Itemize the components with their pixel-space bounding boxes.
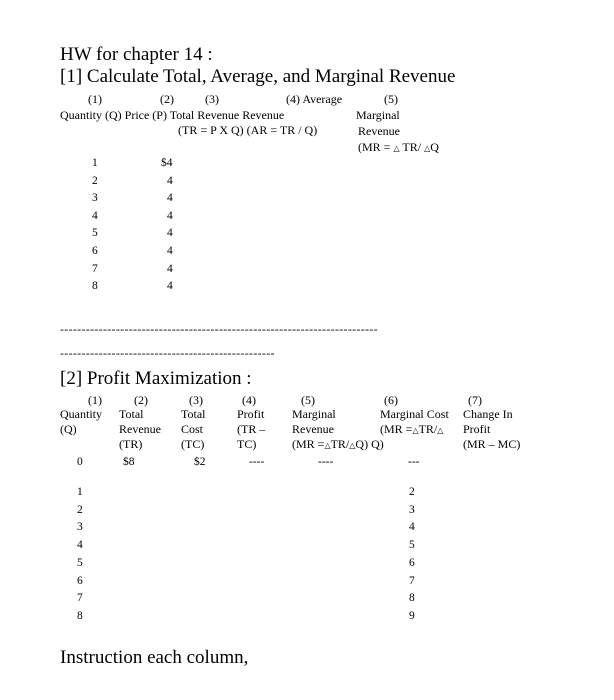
s2-quantity-cell: 5	[77, 556, 83, 569]
s2-col-number-6: (6)	[384, 393, 398, 407]
s1-quantity-cell: 6	[92, 245, 98, 257]
section1-heading: [1] Calculate Total, Average, and Marginal Revenue	[60, 66, 456, 87]
s2-h-mc-formula-a: (MR =	[380, 422, 413, 436]
s2-h-quantity-1: Quantity	[60, 407, 102, 421]
s1-col5-label-marginal: Marginal	[356, 108, 400, 122]
s2-mc-cell: 8	[409, 592, 415, 605]
s2-row0-mc: ---	[408, 456, 420, 468]
s2-h-tc-2: Cost	[181, 422, 204, 436]
s2-h-mr-1: Marginal	[292, 407, 336, 421]
s2-h-tr-3: (TR)	[119, 437, 143, 451]
s1-price-cell: 4	[167, 174, 173, 187]
s1-quantity-cell: 1	[92, 157, 98, 169]
s1-price-cell: 4	[167, 209, 173, 222]
s1-price-cell: 4	[167, 227, 173, 240]
s2-h-mc-formula	[380, 422, 443, 438]
s2-mc-cell: 5	[409, 539, 415, 552]
s2-row0-q: 0	[77, 456, 83, 468]
page-title: HW for chapter 14 :	[60, 44, 213, 65]
s2-col-number-2: (2)	[134, 393, 148, 407]
delta-icon: △	[393, 144, 400, 153]
s1-quantity-cell: 2	[92, 174, 98, 187]
s2-row0-tr: $8	[123, 456, 135, 468]
s2-col-number-4: (4)	[242, 393, 256, 407]
separator-line-long: --------------------------------------------------------------------------	[60, 322, 378, 336]
section2-heading: [2] Profit Maximization :	[60, 368, 252, 389]
delta-icon: △	[324, 441, 331, 450]
s2-col-number-7: (7)	[468, 393, 482, 407]
s2-row0-tc: $2	[194, 456, 206, 468]
s2-mc-cell: 6	[409, 556, 415, 569]
s2-quantity-cell: 7	[77, 592, 83, 605]
s2-h-quantity-2: (Q)	[60, 422, 77, 436]
s1-header-line2: (TR = P X Q) (AR = TR / Q)	[178, 123, 318, 137]
s1-header-line1: Quantity (Q) Price (P) Total Revenue Revenue	[60, 108, 285, 122]
s2-h-profit-3: TC)	[237, 437, 257, 451]
s1-price-cell: 4	[167, 192, 173, 205]
s2-col-number-3: (3)	[189, 393, 203, 407]
s2-quantity-cell: 8	[77, 609, 83, 622]
s1-col5-formula-start: (MR =	[358, 140, 391, 154]
s2-row0-profit: ----	[249, 456, 265, 468]
s2-quantity-cell: 4	[77, 539, 83, 552]
s1-quantity-cell: 7	[92, 262, 98, 275]
s2-mc-cell: 4	[409, 521, 415, 534]
delta-icon: △	[424, 144, 431, 153]
s2-quantity-cell: 1	[77, 486, 83, 498]
s2-mc-cell: 3	[409, 503, 415, 516]
s2-mc-cell: 7	[409, 574, 415, 587]
s2-h-tc-1: Total	[181, 407, 206, 421]
s1-price-cell: 4	[167, 262, 173, 275]
s1-col-number-5: (5)	[384, 92, 398, 106]
s1-quantity-cell: 8	[92, 280, 98, 293]
s2-quantity-cell: 6	[77, 574, 83, 587]
s2-mc-cell: 9	[409, 609, 415, 622]
s1-col-number-2: (2)	[160, 92, 174, 106]
s2-quantity-cell: 2	[77, 503, 83, 516]
s2-h-tr-1: Total	[119, 407, 144, 421]
s2-h-mr-2: Revenue	[292, 422, 334, 436]
s1-price-cell: 4	[167, 280, 173, 293]
s2-h-mr-formula-c: Q) Q)	[355, 437, 384, 451]
s1-price-cell: 4	[167, 245, 173, 257]
s2-h-mr-formula-a: (MR =	[292, 437, 325, 451]
s1-col-number-3: (3)	[205, 92, 219, 106]
separator-line-short: --------------------------------------------------	[60, 346, 275, 360]
s2-col-number-1: (1)	[88, 393, 102, 407]
s2-h-profit-2: (TR –	[237, 422, 266, 436]
s2-row0-mr: ----	[318, 456, 334, 468]
s2-mc-cell: 2	[409, 486, 415, 498]
instruction-text: Instruction each column,	[60, 647, 249, 668]
s1-col5-formula-mid: TR/	[402, 140, 422, 154]
s2-quantity-cell: 3	[77, 521, 83, 534]
s2-h-tc-3: (TC)	[181, 437, 205, 451]
s2-h-tr-2: Revenue	[119, 422, 161, 436]
s1-col-number-1: (1)	[88, 92, 102, 106]
s2-col-number-5: (5)	[301, 393, 315, 407]
s1-quantity-cell: 5	[92, 227, 98, 240]
s1-col-number-4: (4) Average	[286, 92, 343, 106]
s2-h-change-2: Profit	[463, 422, 491, 436]
s2-h-profit-1: Profit	[237, 407, 265, 421]
delta-icon: △	[412, 426, 419, 435]
s2-h-change-3: (MR – MC)	[463, 437, 521, 451]
s2-h-mr-formula-b: TR/	[330, 437, 350, 451]
s2-h-mc-formula-b: TR/	[418, 422, 438, 436]
s1-quantity-cell: 4	[92, 209, 98, 222]
s1-col5-label-revenue: Revenue	[358, 124, 400, 138]
s1-price-cell: $4	[161, 157, 173, 169]
delta-icon: △	[437, 426, 444, 435]
s1-col5-formula-end: Q	[430, 140, 439, 154]
s2-h-mr-formula	[292, 437, 384, 453]
s2-h-change-1: Change In	[463, 407, 513, 421]
s1-quantity-cell: 3	[92, 192, 98, 205]
s2-h-mc: Marginal Cost	[380, 407, 449, 421]
delta-icon: △	[349, 441, 356, 450]
s1-col5-formula	[358, 140, 439, 156]
